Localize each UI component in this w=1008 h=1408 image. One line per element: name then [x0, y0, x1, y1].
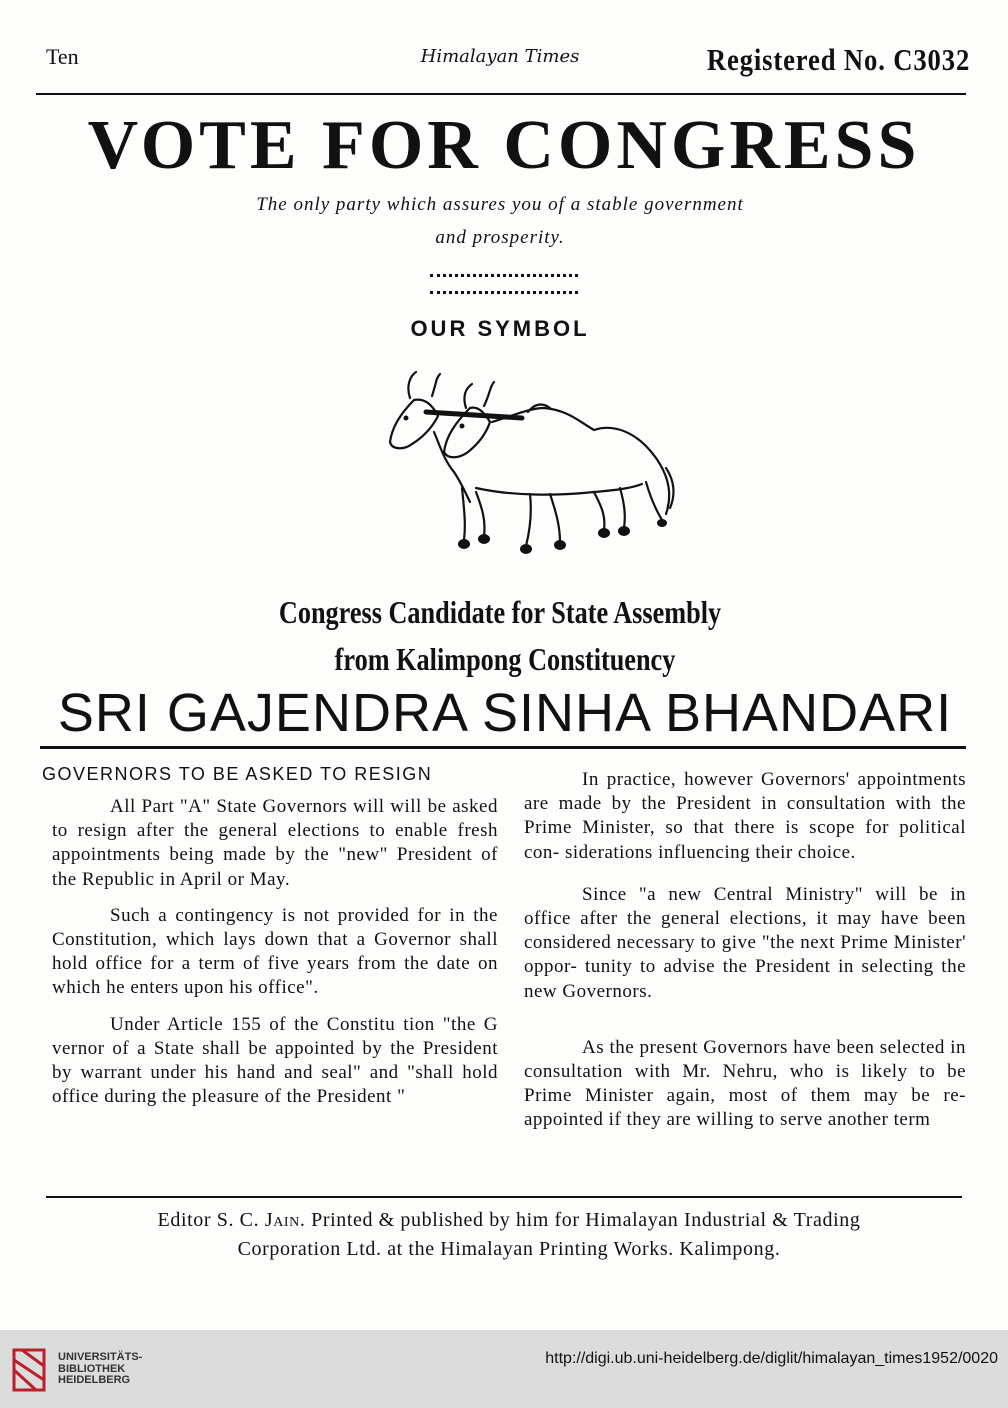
dotted-divider — [430, 291, 578, 294]
library-name-line: BIBLIOTHEK — [58, 1362, 126, 1375]
symbol-label: OUR SYMBOL — [410, 316, 590, 341]
permalink-url[interactable]: http://digi.ub.uni-heidelberg.de/diglit/himalayan_times1952/0020 — [545, 1350, 998, 1367]
article-column-left — [52, 795, 498, 1109]
article-paragraph: Under Article 155 of the Constitu tion "the G vernor of a State shall be appointed by the President by warrant under his hand and seal" and "shall hold office during the pleasure of the President " — [52, 1013, 498, 1108]
candidate-line-2: from Kalimpong Constituency — [334, 641, 676, 677]
library-name[interactable] — [58, 1352, 168, 1387]
article-paragraph: In practice, however Governors' appointments are made by the President in consultation with the Prime Minister, so that there is scope for political con- siderations influencing their choice. — [524, 769, 966, 863]
tagline-line-2: and prosperity. — [435, 227, 565, 248]
candidate-line-1: Congress Candidate for State Assembly — [278, 594, 722, 630]
registration-number: Registered No. C3032 — [706, 42, 970, 77]
imprint-line-2: Corporation Ltd. at the Himalayan Printing Works. Kalimpong. — [237, 1238, 781, 1260]
library-name-line: UNIVERSITÄTS- — [58, 1351, 143, 1363]
editor-label: Editor — [157, 1209, 212, 1231]
page-number: Ten — [46, 44, 79, 69]
article-headline: GOVERNORS TO BE ASKED TO RESIGN — [42, 764, 433, 784]
bullocks-yoke-icon — [380, 368, 680, 568]
advert-tagline — [150, 188, 850, 254]
article-paragraph: All Part "A" State Governors will will be asked to resign after the general elections to enable fresh appointments being made by the "new" President of the Republic in April or May. — [52, 796, 498, 890]
library-name-line: HEIDELBERG — [58, 1374, 131, 1386]
editor-name: S. C. Jain. — [216, 1209, 306, 1231]
imprint-line-1: Printed & published by him for Himalayan Industrial & Trading — [311, 1209, 861, 1231]
article-paragraph: As the present Governors have been selected in consultation with Mr. Nehru, who is likely to be Prime Minister again, most of them may be re-appointed if they are willing to serve another term — [524, 1036, 966, 1131]
article-paragraph: Since "a new Central Ministry" will be in office after the general elections, it may have been considered necessary to give "the next Prime Minister' oppor- tunity to advise the President in selecting the new Governors. — [524, 883, 966, 1002]
university-library-logo-icon[interactable] — [10, 1344, 50, 1396]
candidate-name: SRI GAJENDRA SINHA BHANDARI — [57, 683, 953, 743]
tagline-line-1: The only party which assures you of a stable government — [256, 194, 744, 215]
dotted-divider — [430, 274, 578, 277]
article-paragraph: Such a contingency is not provided for in the Constitution, which lays down that a Governor shall hold office for a term of five years from the date on which he enters upon his office". — [52, 904, 498, 999]
advert-bottom-rule — [40, 746, 966, 749]
footer-rule — [46, 1196, 962, 1198]
imprint-footer — [50, 1206, 968, 1264]
advert-headline: VOTE FOR CONGRESS — [87, 107, 921, 184]
article-column-right — [524, 768, 966, 1133]
masthead: Himalayan Times — [420, 46, 580, 67]
header-rule — [36, 93, 966, 95]
